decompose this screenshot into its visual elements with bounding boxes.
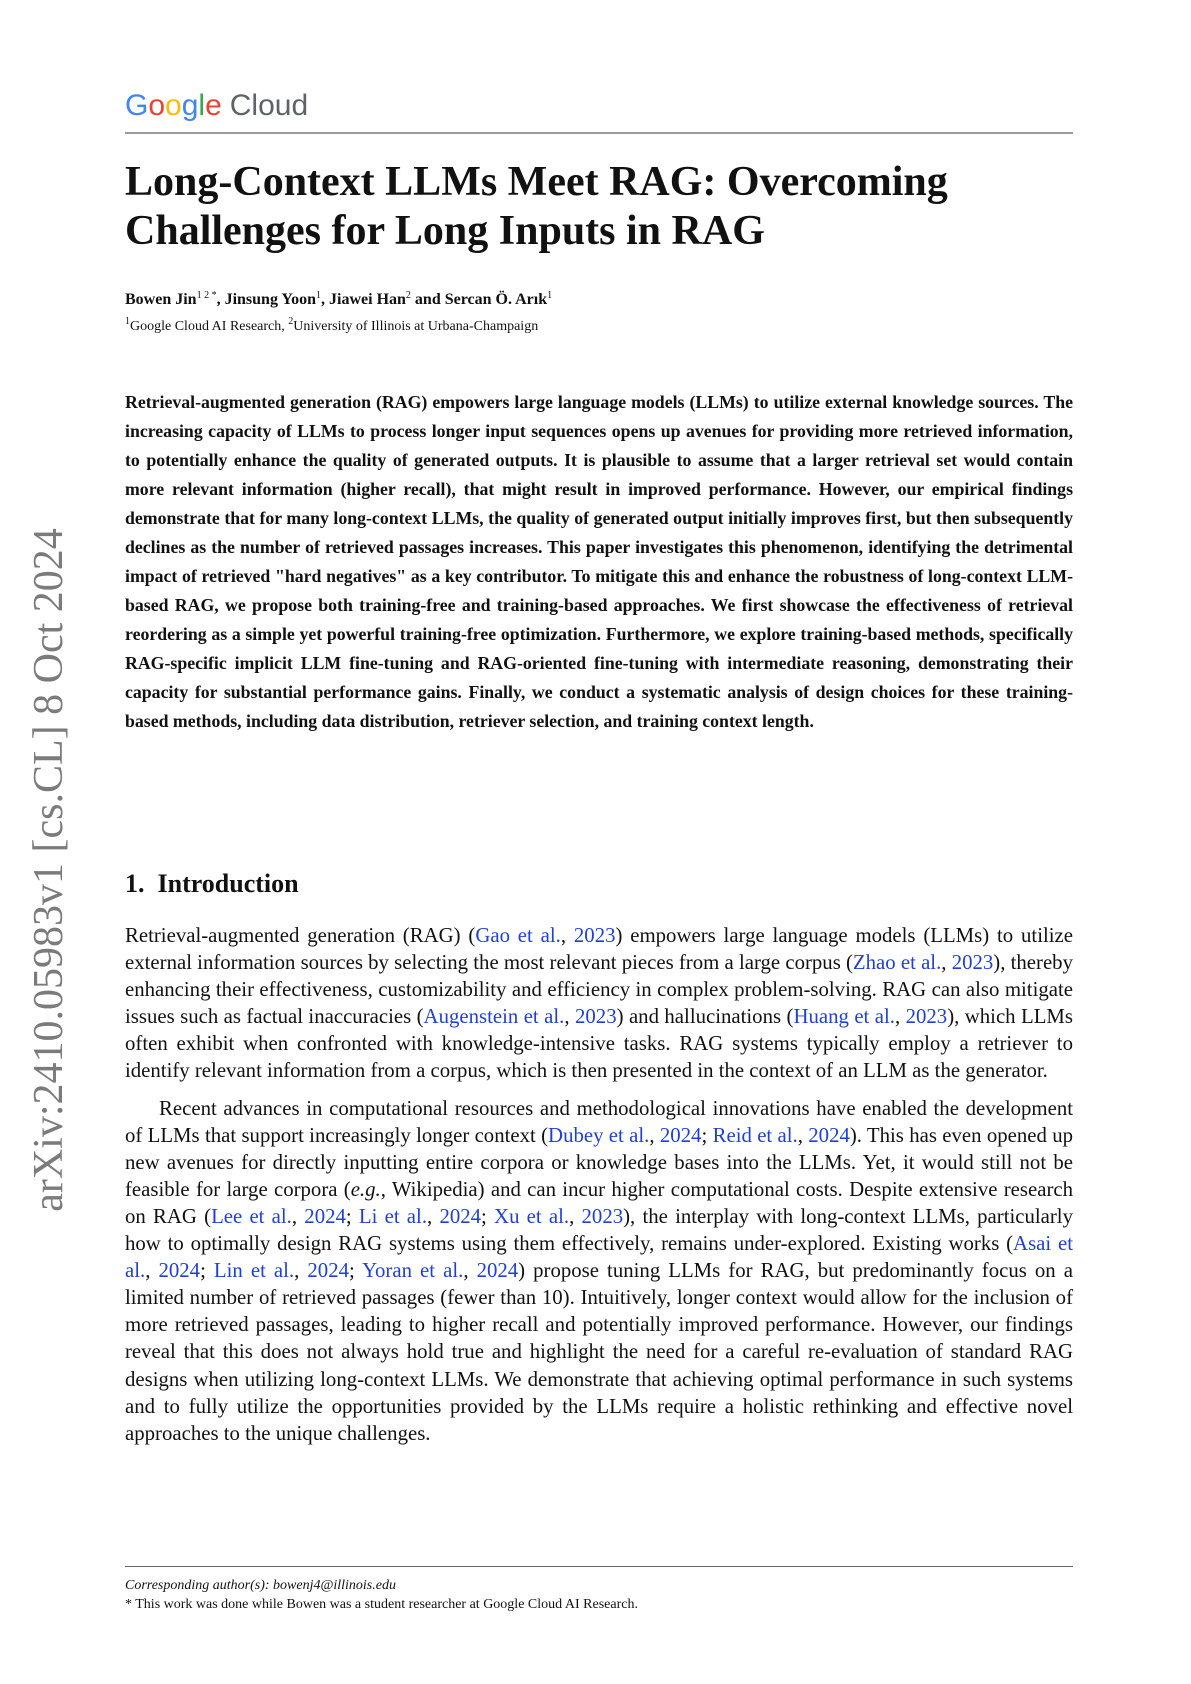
author-marks: 2: [405, 290, 411, 301]
affiliation-name: University of Illinois at Urbana-Champaign: [293, 319, 539, 334]
citation-link[interactable]: Zhao et al.: [852, 951, 942, 975]
citation-link[interactable]: 2024: [439, 1204, 482, 1228]
citation-link[interactable]: Dubey et al.: [548, 1123, 650, 1147]
author-marks: 1: [316, 290, 322, 301]
affiliation-list: [125, 318, 538, 336]
paragraph-text: ,: [560, 924, 574, 947]
citation-link[interactable]: 2023: [951, 951, 994, 975]
logo-letter: l: [198, 89, 206, 122]
paragraph-text: ) and hallucinations (: [616, 1005, 794, 1029]
logo-letter: G: [125, 89, 149, 122]
citation-link[interactable]: 2023: [905, 1005, 948, 1029]
affiliation-mark: 2: [288, 316, 294, 327]
paragraph-text: ). This has even opened up new avenues for directly inputting entire corpora or knowledge bases into the LLMs. Yet, it would still not be feasible for large corpora (: [125, 1123, 1074, 1201]
author-name: Jiawei Han: [329, 291, 406, 308]
paragraph-text: ) empowers large language models (LLMs) to utilize external information sources by selecting the most relevant pieces from a large corpus (: [125, 924, 1073, 975]
citation-link[interactable]: 2024: [808, 1123, 850, 1147]
work-note: * This work was done while Bowen was a student researcher at Google Cloud AI Research.: [125, 1597, 638, 1612]
citation-link[interactable]: Yoran et al.: [362, 1259, 464, 1283]
abstract: Retrieval-augmented generation (RAG) empowers large language models (LLMs) to utilize external knowledge sources. The increasing capacity of LLMs to process longer input sequences opens up avenues for providing more retrieved information, to potentially enhance the quality of generated outputs. It is plausible to assume that a larger retrieval set would contain more relevant information (higher recall), that might result in improved performance. However, our empirical findings demonstrate that for many long-context LLMs, the quality of generated output initially improves first, but then subsequently declines as the number of retrieved passages increases. This paper investigates this phenomenon, identifying the detrimental impact of retrieved "hard negatives" as a key contributor. To mitigate this and enhance the robustness of long-context LLM-based RAG, we propose both training-free and training-based approaches. We first showcase the effectiveness of retrieval reordering as a simple yet powerful training-free optimization. Furthermore, we explore training-based methods, specifically RAG-specific implicit LLM fine-tuning and RAG-oriented fine-tuning with intermediate reasoning, demonstrating their capacity for substantial performance gains. Finally, we conduct a systematic analysis of design choices for these training-based methods, including data distribution, retriever selection, and training context length.: [125, 392, 1073, 731]
paragraph-text: ) propose tuning LLMs for RAG, but predominantly focus on a limited number of retrieved passages (fewer than 10). Intuitively, longer context would allow for the inclusion of more retrieved passages, leading to higher recall and potentially improved performance. However, our findings reveal that this does not always hold true and highlight the need for a careful re-evaluation of standard RAG designs when utilizing long-context LLMs. We demonstrate that achieving optimal performance in such systems and to fully utilize the opportunities provided by the LLMs require a holistic rethinking and effective novel approaches to the unique challenges.: [125, 1259, 1073, 1445]
corresponding-author-note: Corresponding author(s): bowenj4@illinois.edu: [125, 1578, 396, 1593]
author-separator: ,: [321, 291, 330, 308]
citation-link[interactable]: 2024: [659, 1123, 702, 1147]
citation-link[interactable]: 2024: [307, 1259, 349, 1283]
citation-link[interactable]: Huang et al.: [793, 1005, 895, 1029]
header-divider: [125, 132, 1073, 134]
citation-link[interactable]: Lee et al.: [211, 1204, 292, 1228]
paragraph-text: ,: [649, 1123, 660, 1147]
section-heading: [125, 868, 299, 900]
arxiv-stamp: arXiv:2410.05983v1 [cs.CL] 8 Oct 2024: [26, 528, 72, 1212]
citation-link[interactable]: Augenstein et al.: [423, 1005, 565, 1029]
paragraph-text: ;: [345, 1204, 359, 1228]
footnote-divider: [125, 1566, 1073, 1567]
paragraph-text: ,: [145, 1259, 159, 1283]
citation-link[interactable]: 2023: [573, 924, 616, 947]
section-title: Introduction: [157, 869, 299, 898]
paragraph-text: ), thereby enhancing their effectiveness, customizability and efficiency in complex problem-solving. RAG can also mitigate issues such as factual inaccuracies (: [125, 951, 1073, 1029]
paragraph-text: Recent advances in computational resources and methodological innovations have enabled the development of LLMs that support increasingly longer context (: [125, 1096, 1073, 1147]
author-name: Bowen Jin: [125, 291, 197, 308]
citation-link[interactable]: 2023: [575, 1005, 617, 1029]
affiliation-name: Google Cloud AI Research: [130, 319, 282, 334]
paragraph-text: ,: [291, 1204, 305, 1228]
paragraph-text: Retrieval-augmented generation (RAG) (: [125, 924, 476, 947]
logo-letter: o: [148, 89, 166, 122]
emphasis-text: e.g.: [350, 1177, 381, 1201]
logo-letter: o: [165, 89, 182, 122]
paragraph-text: ,: [427, 1204, 440, 1228]
affiliation-separator: ,: [281, 319, 289, 334]
footnotes: [125, 1576, 638, 1614]
paragraph-2: [125, 1095, 1073, 1447]
paragraph-text: ;: [701, 1123, 713, 1147]
logo-cloud-text: Cloud: [229, 89, 309, 122]
introduction-body: [125, 922, 1073, 1447]
citation-link[interactable]: 2024: [304, 1204, 346, 1228]
paragraph-text: ,: [463, 1259, 477, 1283]
logo-letter: e: [205, 89, 222, 122]
paragraph-1: [125, 922, 1073, 1085]
citation-link[interactable]: Li et al.: [358, 1204, 428, 1228]
author-name: Sercan Ö. Arık: [444, 291, 548, 308]
paragraph-text: ,: [894, 1005, 906, 1029]
citation-link[interactable]: 2023: [581, 1204, 624, 1228]
paragraph-text: ,: [564, 1005, 575, 1029]
author-separator: and: [410, 291, 445, 308]
logo-letter: g: [181, 89, 199, 122]
author-separator: ,: [216, 291, 225, 308]
author-marks: 1: [547, 290, 553, 301]
paragraph-text: ), the interplay with long-context LLMs, particularly how to optimally design RAG systems using them effectively, remains under-explored. Existing works (: [125, 1204, 1073, 1256]
citation-link[interactable]: Reid et al.: [712, 1123, 798, 1147]
paragraph-text: ,: [797, 1123, 809, 1147]
author-name: Jinsung Yoon: [224, 291, 317, 308]
paragraph-text: ,: [941, 951, 952, 975]
citation-link[interactable]: Xu et al.: [494, 1204, 570, 1228]
author-marks: 1 2 *: [196, 290, 217, 301]
paragraph-text: , Wikipedia) and can incur higher computational costs. Despite extensive research on RAG (: [125, 1177, 1073, 1228]
paragraph-text: ;: [349, 1259, 363, 1283]
citation-link[interactable]: Gao et al.: [475, 924, 561, 947]
paragraph-text: ,: [569, 1204, 582, 1228]
citation-link[interactable]: 2024: [158, 1259, 201, 1283]
section-number: 1.: [125, 869, 145, 898]
google-cloud-logo: [125, 86, 308, 126]
paragraph-text: ;: [200, 1259, 214, 1283]
paragraph-text: ;: [481, 1204, 495, 1228]
author-list: [125, 290, 552, 310]
paragraph-text: ,: [294, 1259, 308, 1283]
citation-link[interactable]: Lin et al.: [213, 1259, 295, 1283]
affiliation-mark: 1: [125, 316, 130, 327]
paragraph-text: ), which LLMs often exhibit when confronted with knowledge-intensive tasks. RAG systems typically employ a retriever to identify relevant information from a corpus, which is then presented in the context of an LLM as the generator.: [125, 1005, 1074, 1083]
paper-title: Long-Context LLMs Meet RAG: Overcoming Challenges for Long Inputs in RAG: [125, 159, 948, 254]
citation-link[interactable]: Asai et al.: [125, 1232, 1073, 1283]
citation-link[interactable]: 2024: [476, 1259, 519, 1283]
